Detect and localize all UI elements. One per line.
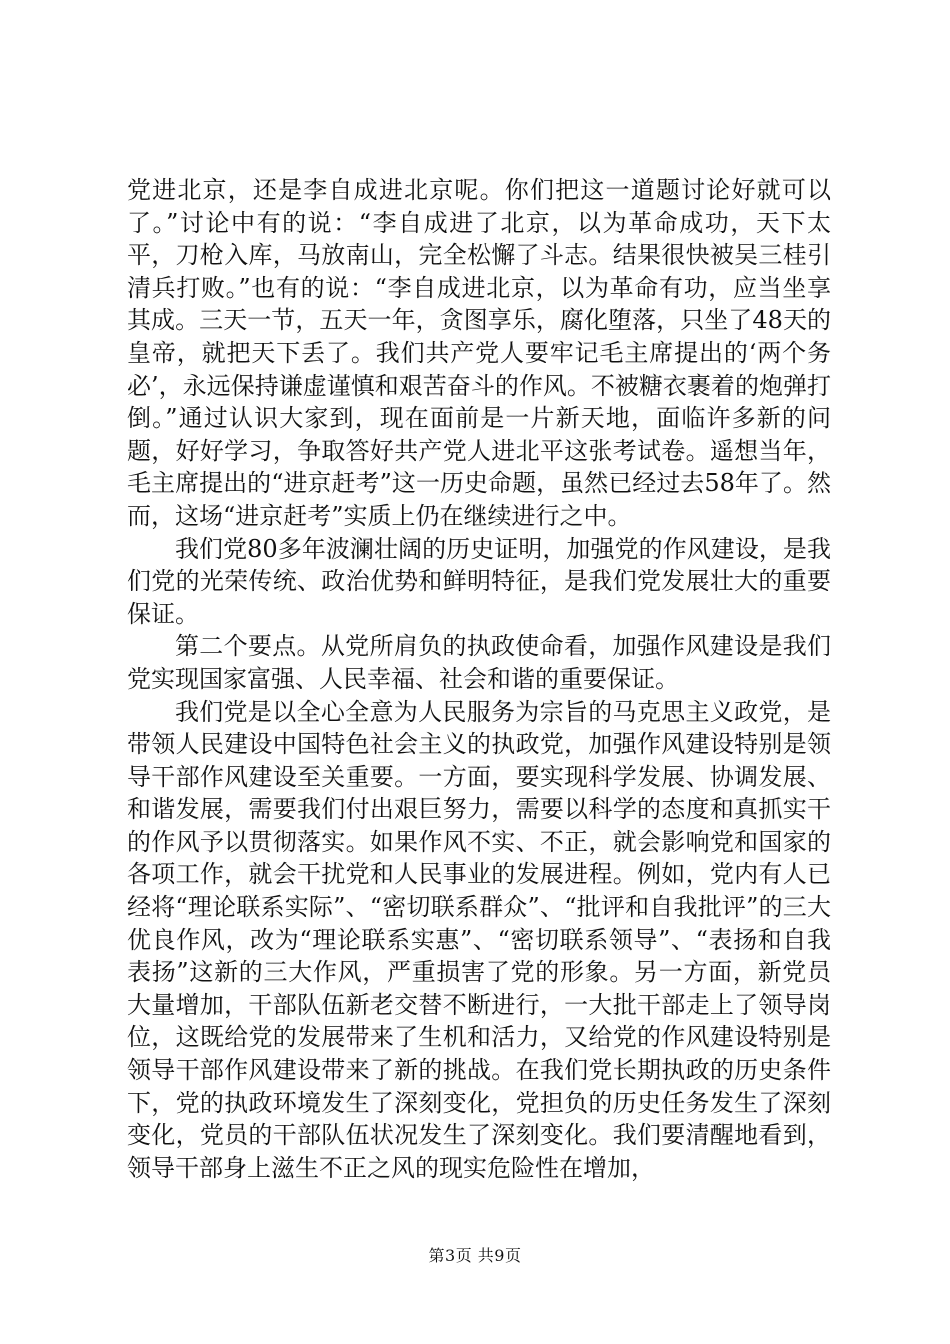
document-body (127, 174, 831, 1184)
paragraph-history-proof: 我们党80多年波澜壮阔的历史证明，加强党的作风建设，是我们党的光荣传统、政治优势和鲜明特征，是我们党发展壮大的重要保证。 (127, 534, 831, 628)
paragraph-continuation: 党进北京，还是李自成进北京呢。你们把这一道题讨论好就可以了。”讨论中有的说：“李自成进了北京，以为革命成功，天下太平，刀枪入库，马放南山，完全松懈了斗志。结果很快被吴三桂引清兵打败。”也有的说：“李自成进北京，以为革命有功，应当坐享其成。三天一节，五天一年，贪图享乐，腐化堕落，只坐了48天的皇帝，就把天下丢了。我们共产党人要牢记毛主席提出的‘两个务必’，永远保持谦虚谨慎和艰苦奋斗的作风。不被糖衣裹着的炮弹打倒。”通过认识大家到，现在面前是一片新天地，面临许多新的问题，好好学习，争取答好共产党人进北平这张考试卷。遥想当年，毛主席提出的“进京赶考”这一历史命题，虽然已经过去58年了。然而，这场“进京赶考”实质上仍在继续进行之中。 (127, 176, 831, 530)
paragraph-second-point: 第二个要点。从党所肩负的执政使命看，加强作风建设是我们党实现国家富强、人民幸福、社会和谐的重要保证。 (127, 632, 831, 693)
page-number-footer: 第3页 共9页 (428, 1246, 522, 1265)
paragraph-party-mission: 我们党是以全心全意为人民服务为宗旨的马克思主义政党，是带领人民建设中国特色社会主义的执政党，加强作风建设特别是领导干部作风建设至关重要。一方面，要实现科学发展、协调发展、和谐发展，需要我们付出艰巨努力，需要以科学的态度和真抓实干的作风予以贯彻落实。如果作风不实、不正，就会影响党和国家的各项工作，就会干扰党和人民事业的发展进程。例如，党内有人已经将“理论联系实际”、“密切联系群众”、“批评和自我批评”的三大优良作风，改为“理论联系实惠”、“密切联系领导”、“表扬和自我表扬”这新的三大作风，严重损害了党的形象。另一方面，新党员大量增加，干部队伍新老交替不断进行，一大批干部走上了领导岗位，这既给党的发展带来了生机和活力，又给党的作风建设特别是领导干部作风建设带来了新的挑战。在我们党长期执政的历史条件下，党的执政环境发生了深刻变化，党担负的历史任务发生了深刻变化，党员的干部队伍状况发生了深刻变化。我们要清醒地看到，领导干部身上滋生不正之风的现实危险性在增加， (127, 697, 831, 1182)
